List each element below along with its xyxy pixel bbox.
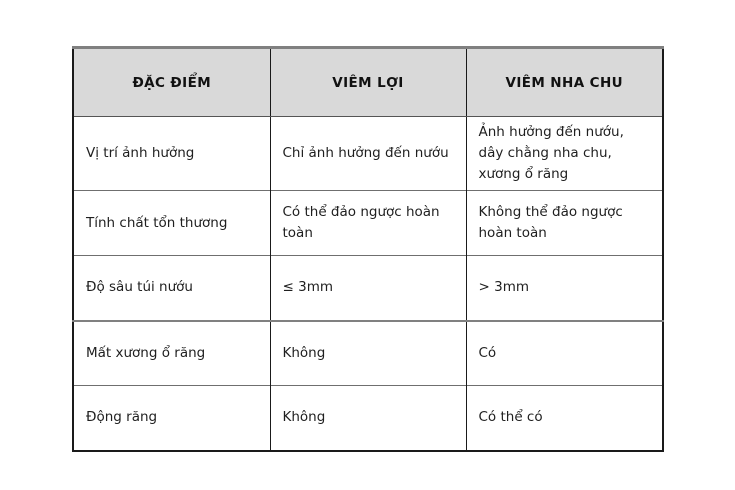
cell-text: Không bbox=[282, 409, 326, 426]
table-body bbox=[73, 117, 663, 451]
cell-gingivitis bbox=[270, 256, 466, 321]
cell-gingivitis bbox=[270, 321, 466, 386]
cell-text: Động răng bbox=[86, 409, 158, 426]
column-header-feature: ĐẶC ĐIỂM bbox=[73, 48, 270, 117]
cell-text: Vị trí ảnh hưởng bbox=[86, 145, 195, 162]
cell-text: Không thể đảo ngược hoàn toàn bbox=[478, 204, 623, 241]
table-row bbox=[73, 256, 663, 321]
cell-text: Có bbox=[478, 344, 497, 361]
cell-text: Có thể đảo ngược hoàn toàn bbox=[282, 204, 440, 241]
cell-feature bbox=[73, 321, 270, 386]
cell-periodontitis bbox=[466, 386, 663, 451]
table-row bbox=[73, 117, 663, 191]
cell-text: Có thể có bbox=[478, 409, 543, 426]
table-row bbox=[73, 386, 663, 451]
cell-text: Tính chất tổn thương bbox=[86, 214, 228, 231]
cell-periodontitis bbox=[466, 256, 663, 321]
cell-text: Không bbox=[282, 344, 326, 361]
cell-text: Mất xương ổ răng bbox=[86, 344, 206, 361]
cell-feature bbox=[73, 191, 270, 256]
cell-feature bbox=[73, 117, 270, 191]
cell-text: ≤ 3mm bbox=[282, 279, 333, 296]
cell-gingivitis bbox=[270, 191, 466, 256]
cell-text: Độ sâu túi nướu bbox=[86, 279, 193, 296]
column-header-gingivitis: VIÊM LỢI bbox=[270, 48, 466, 117]
cell-periodontitis bbox=[466, 117, 663, 191]
cell-text: Ảnh hưởng đến nướu, dây chằng nha chu, xương ổ răng bbox=[478, 124, 624, 182]
cell-text: Chỉ ảnh hưởng đến nướu bbox=[282, 145, 449, 162]
cell-feature bbox=[73, 386, 270, 451]
cell-periodontitis bbox=[466, 191, 663, 256]
cell-gingivitis bbox=[270, 117, 466, 191]
comparison-table bbox=[72, 46, 664, 452]
table-row bbox=[73, 321, 663, 386]
table-header bbox=[73, 48, 663, 117]
table-row bbox=[73, 191, 663, 256]
cell-text: > 3mm bbox=[478, 279, 529, 296]
comparison-table-container bbox=[72, 46, 662, 452]
cell-periodontitis bbox=[466, 321, 663, 386]
table-header-row bbox=[73, 48, 663, 117]
cell-gingivitis bbox=[270, 386, 466, 451]
cell-feature bbox=[73, 256, 270, 321]
column-header-periodontitis: VIÊM NHA CHU bbox=[466, 48, 663, 117]
